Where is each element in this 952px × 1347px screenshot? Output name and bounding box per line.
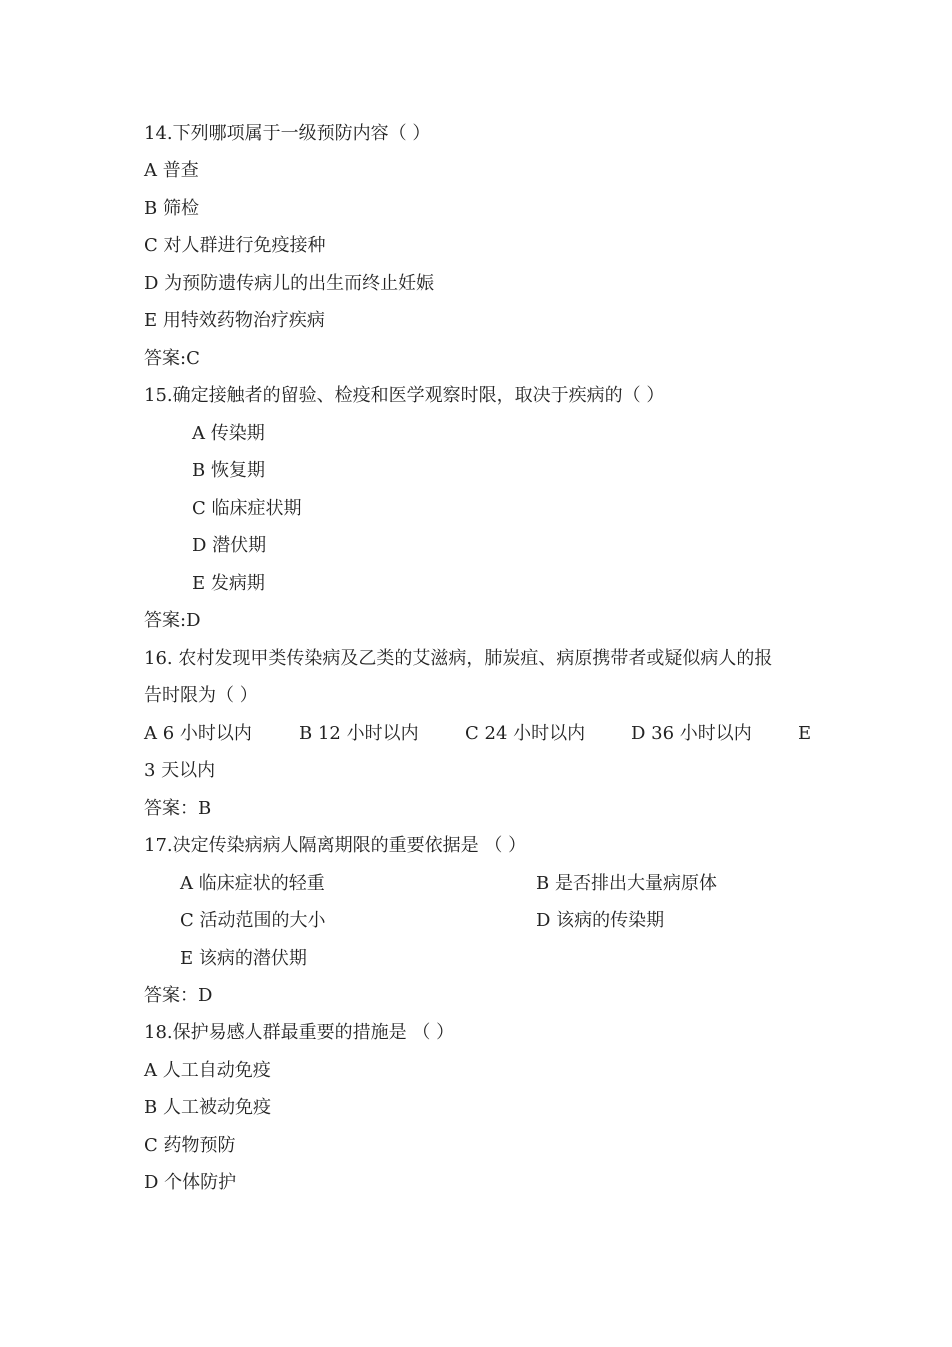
- question-16-option-e-letter: E: [798, 723, 812, 744]
- question-17-option-e: E 该病的潜伏期: [180, 948, 307, 969]
- question-16-option-d: D 36 小时以内: [631, 723, 752, 744]
- question-14-stem: 14.下列哪项属于一级预防内容（ ）: [144, 123, 431, 144]
- question-16-stem-line-1: 16. 农村发现甲类传染病及乙类的艾滋病，肺炭疽、病原携带者或疑似病人的报: [144, 648, 773, 669]
- question-15-option-c: C 临床症状期: [192, 498, 302, 519]
- question-16-answer: 答案：B: [144, 798, 212, 819]
- question-14-option-b: B 筛检: [144, 198, 199, 219]
- question-16-option-e-text: 3 天以内: [144, 760, 216, 781]
- question-18-stem: 18.保护易感人群最重要的措施是 （ ）: [144, 1022, 455, 1043]
- question-17-stem: 17.决定传染病病人隔离期限的重要依据是 （ ）: [144, 835, 527, 856]
- question-15-option-b: B 恢复期: [192, 460, 265, 481]
- question-17-option-a: A 临床症状的轻重: [180, 873, 325, 894]
- question-15-stem: 15.确定接触者的留验、检疫和医学观察时限，取决于疾病的（ ）: [144, 385, 665, 406]
- question-16-option-b: B 12 小时以内: [299, 723, 419, 744]
- question-14-option-c: C 对人群进行免疫接种: [144, 235, 326, 256]
- question-17-option-b: B 是否排出大量病原体: [536, 873, 717, 894]
- question-14-answer: 答案:C: [144, 348, 200, 369]
- question-18-option-a: A 人工自动免疫: [144, 1060, 271, 1081]
- question-18-option-c: C 药物预防: [144, 1135, 236, 1156]
- question-15-option-a: A 传染期: [192, 423, 265, 444]
- question-16-option-c: C 24 小时以内: [465, 723, 586, 744]
- question-17-option-c: C 活动范围的大小: [180, 910, 326, 931]
- question-14-option-a: A 普查: [144, 160, 199, 181]
- question-15-option-d: D 潜伏期: [192, 535, 267, 556]
- question-14-option-e: E 用特效药物治疗疾病: [144, 310, 325, 331]
- question-18-option-d: D 个体防护: [144, 1172, 237, 1193]
- question-17-option-d: D 该病的传染期: [536, 910, 665, 931]
- question-16-stem-line-2: 告时限为（ ）: [144, 685, 258, 706]
- question-18-option-b: B 人工被动免疫: [144, 1097, 271, 1118]
- question-16-option-a: A 6 小时以内: [144, 723, 252, 744]
- question-14-option-d: D 为预防遗传病儿的出生而终止妊娠: [144, 273, 435, 294]
- question-15-answer: 答案:D: [144, 610, 201, 631]
- question-17-answer: 答案：D: [144, 985, 213, 1006]
- question-15-option-e: E 发病期: [192, 573, 265, 594]
